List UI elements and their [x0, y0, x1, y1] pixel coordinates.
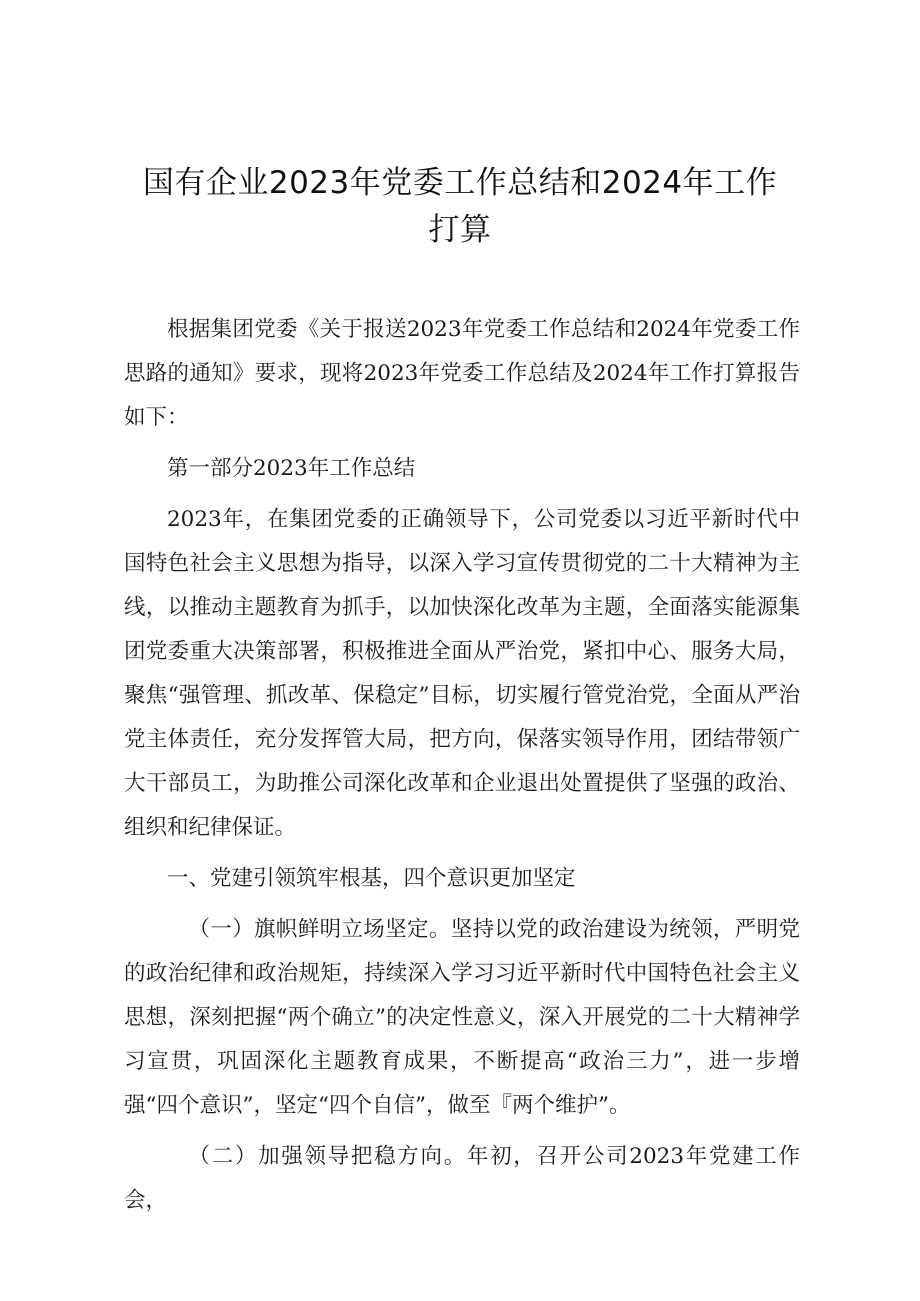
intro-paragraph: 根据集团党委《关于报送2023年党委工作总结和2024年党委工作思路的通知》要求，现将2023年党委工作总结及2024年工作打算报告如下： — [124, 317, 800, 430]
title-line-2: 打算 — [428, 212, 492, 248]
title-line-1: 国有企业2023年党委工作总结和2024年工作 — [142, 165, 778, 201]
document-body — [124, 308, 800, 1230]
subsection-two-paragraph: （二）加强领导把稳方向。年初，召开公司2023年党建工作会， — [124, 1144, 800, 1213]
summary-paragraph: 2023年，在集团党委的正确领导下，公司党委以习近平新时代中国特色社会主义思想为指导，以深入学习宣传贯彻党的二十大精神为主线，以推动主题教育为抓手，以加快深化改革为主题，全面落实能源集团党委重大决策部署，积极推进全面从严治党，紧扣中心、服务大局，聚焦“强管理、抓改革、保稳定”目标，切实履行管党治党，全面从严治党主体责任，充分发挥管大局，把方向，保落实领导作用，团结带领广大干部员工，为助推公司深化改革和企业退出处置提供了坚强的政治、组织和纪律保证。 — [124, 507, 800, 840]
document-title — [130, 160, 790, 254]
subsection-one-paragraph: （一）旗帜鲜明立场坚定。坚持以党的政治建设为统领，严明党的政治纪律和政治规矩，持续深入学习习近平新时代中国特色社会主义思想，深刻把握“两个确立”的决定性意义，深入开展党的二十大精神学习宣贯，巩固深化主题教育成果，不断提高“政治三力”，进一步增强“四个意识”，坚定“四个自信”，做至『两个维护”。 — [124, 917, 800, 1118]
heading-one: 一、党建引领筑牢根基，四个意识更加坚定 — [167, 866, 576, 891]
section-heading-part-one: 第一部分2023年工作总结 — [167, 456, 416, 481]
